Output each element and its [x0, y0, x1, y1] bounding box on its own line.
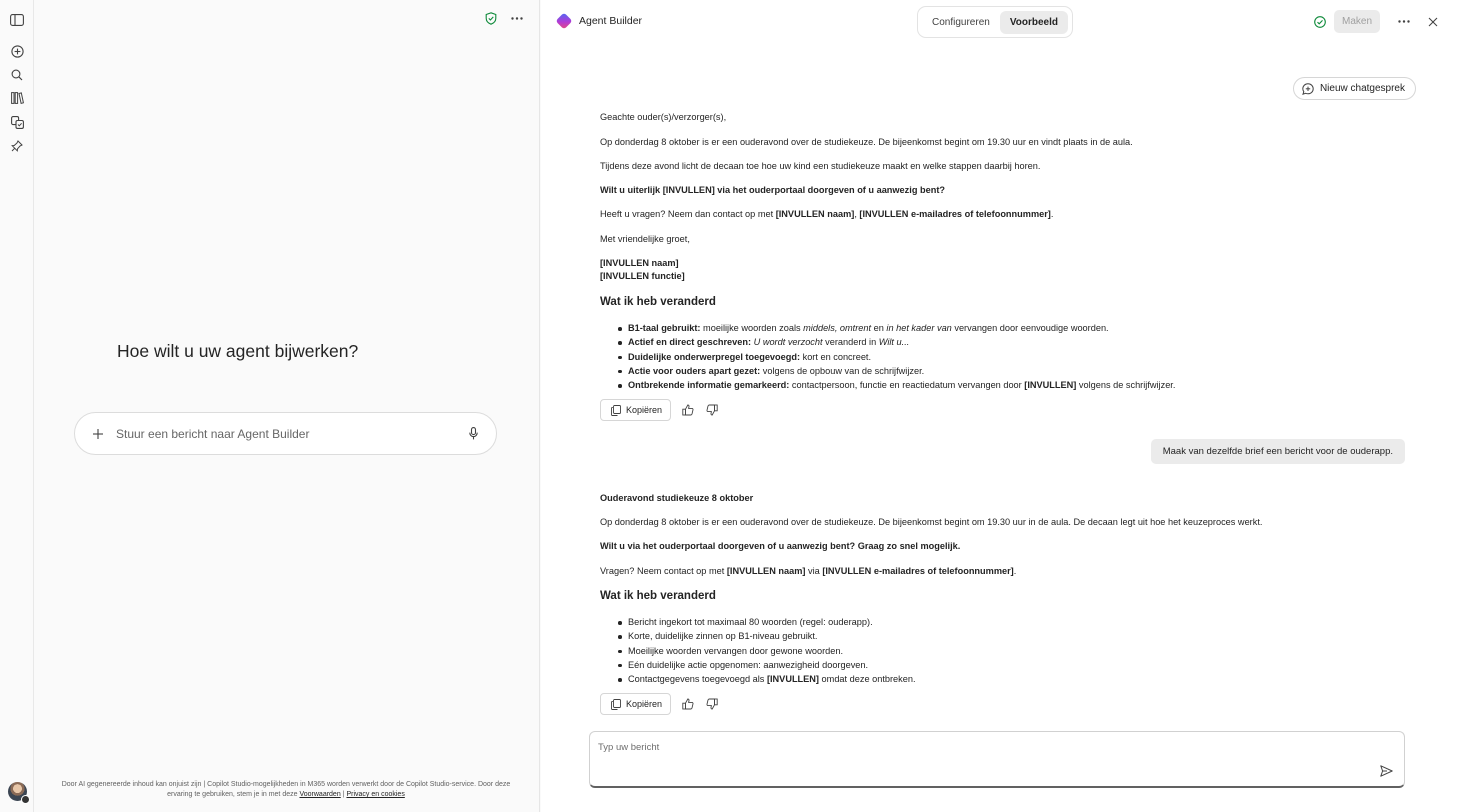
agent-builder-chat-pane	[34, 0, 540, 812]
app-message-action	[600, 541, 1360, 551]
mode-tabs	[917, 6, 1073, 38]
item-label: Actie voor ouders apart gezet:	[628, 365, 761, 376]
list-item: Moeilijke woorden vervangen door gewone woorden.	[600, 645, 1360, 659]
new-chat-label: Nieuw chatgesprek	[1319, 83, 1405, 94]
list-item	[600, 336, 1360, 350]
copy-icon	[611, 405, 621, 415]
text: veranderd in	[822, 337, 879, 348]
text: vervangen door eenvoudige woorden.	[951, 323, 1109, 333]
list-item	[600, 673, 1360, 687]
more-options-icon[interactable]	[509, 10, 525, 26]
left-rail	[0, 0, 34, 812]
disclaimer-text: Door AI gegenereerde inhoud kan onjuist zijn | Copilot Studio-mogelijkheden in M365 worden verwerkt door de Copilot Studio-service. Door deze ervaring te gebruiken, stem je in met deze	[61, 781, 511, 798]
preview-pane	[541, 0, 1461, 812]
list-item	[600, 365, 1360, 379]
text: via	[805, 566, 823, 576]
text: ,	[854, 209, 860, 219]
thumbs-down-icon[interactable]	[705, 697, 719, 711]
text: .	[1013, 566, 1017, 576]
link-separator: |	[342, 791, 345, 798]
app-message-contact	[600, 566, 1360, 576]
thumbs-up-icon[interactable]	[681, 403, 695, 417]
shield-check-icon[interactable]	[483, 10, 499, 26]
new-chat-icon[interactable]	[9, 43, 25, 59]
list-item	[600, 322, 1360, 336]
list-item: Eén duidelijke actie opgenomen: aanwezigheid doorgeven.	[600, 659, 1360, 673]
new-chat-button[interactable]	[1293, 77, 1416, 100]
send-icon[interactable]	[1378, 763, 1394, 779]
text: volgens de schrijfwijzer.	[1076, 380, 1176, 391]
title-text: Ouderavond studiekeuze 8 oktober	[600, 493, 754, 503]
letter-contact	[600, 209, 1360, 219]
item-label: Actief en direct geschreven:	[628, 337, 752, 348]
agent-builder-input[interactable]	[116, 427, 465, 441]
message-actions	[600, 693, 719, 715]
microphone-icon[interactable]	[465, 426, 481, 442]
message-input[interactable]	[598, 742, 1358, 762]
agent-builder-message-box	[74, 412, 497, 455]
thumbs-down-icon[interactable]	[705, 403, 719, 417]
text: moeilijke woorden zoals	[700, 323, 804, 333]
placeholder-name: [INVULLEN naam]	[775, 209, 855, 219]
text: .	[1050, 209, 1054, 219]
app-message-paragraph: Op donderdag 8 oktober is er een ouderavond over de studiekeuze. De bijeenkomst begint om 19.30 uur in de aula. De decaan legt uit hoe het keuzeproces werkt.	[600, 517, 1263, 527]
action-text: Wilt u uiterlijk [INVULLEN] via het ouderportaal doorgeven of u aanwezig bent?	[600, 185, 945, 195]
privacy-link[interactable]: Privacy en cookies	[346, 791, 405, 798]
changes-heading: Wat ik heb veranderd	[600, 296, 716, 308]
text: kort en concreet.	[800, 351, 872, 362]
app-title: Agent Builder	[579, 15, 643, 27]
app-message-title	[600, 493, 1360, 503]
text: contactpersoon, functie en reactiedatum vervangen door	[789, 380, 1025, 391]
avatar[interactable]	[8, 782, 27, 801]
text: en	[871, 323, 887, 333]
sidebar-toggle-icon[interactable]	[9, 12, 25, 28]
preview-composer	[589, 731, 1405, 788]
page-title: Hoe wilt u uw agent bijwerken?	[117, 341, 359, 361]
text: middels, omtrent	[803, 323, 872, 333]
letter-paragraph: Op donderdag 8 oktober is er een ouderavond over de studiekeuze. De bijeenkomst begint om 19.30 uur en vindt plaats in de aula.	[600, 137, 1133, 147]
letter-closing: Met vriendelijke groet,	[600, 234, 690, 244]
copy-label: Kopiëren	[626, 405, 663, 415]
letter-signature	[600, 271, 1360, 281]
signature-name: [INVULLEN naam]	[600, 258, 679, 268]
text: volgens de opbouw van de schrijfwijzer.	[760, 365, 925, 376]
copy-button[interactable]	[600, 399, 671, 421]
agent-builder-logo-icon	[556, 13, 573, 30]
list-item	[600, 379, 1360, 393]
text: U wordt verzocht	[753, 337, 823, 348]
status-badge	[21, 795, 30, 804]
copy-icon	[611, 699, 621, 709]
header-bar	[541, 0, 1461, 44]
search-icon[interactable]	[9, 67, 25, 83]
placeholder-contact: [INVULLEN e-mailadres of telefoonnummer]	[859, 209, 1051, 219]
tab-configure[interactable]: Configureren	[932, 16, 990, 28]
tab-preview[interactable]: Voorbeeld	[1000, 11, 1068, 34]
letter-action	[600, 185, 1360, 195]
add-attachment-icon[interactable]	[90, 426, 106, 442]
placeholder: [INVULLEN]	[1024, 380, 1077, 391]
action-text: Wilt u via het ouderportaal doorgeven of u aanwezig bent? Graag zo snel mogelijk.	[600, 541, 961, 551]
item-label: Duidelijke onderwerpregel toegevoegd:	[628, 351, 801, 362]
letter-paragraph: Tijdens deze avond licht de decaan toe hoe uw kind een studiekeuze maakt en welke stappen daarbij horen.	[600, 161, 1041, 171]
thumbs-up-icon[interactable]	[681, 697, 695, 711]
placeholder: [INVULLEN]	[766, 674, 819, 685]
ai-disclaimer	[58, 780, 514, 800]
saved-check-icon[interactable]	[1312, 14, 1328, 30]
text: Vragen? Neem contact op met	[600, 566, 727, 576]
terms-link[interactable]: Voorwaarden	[299, 791, 341, 798]
copy-label: Kopiëren	[626, 699, 663, 709]
changes-list	[600, 616, 1360, 687]
text: Heeft u vragen? Neem dan contact op met	[600, 209, 776, 219]
user-message: Maak van dezelfde brief een bericht voor de ouderapp.	[1151, 439, 1405, 464]
text: in het kader van	[886, 323, 952, 333]
placeholder-contact: [INVULLEN e-mailadres of telefoonnummer]	[822, 566, 1014, 576]
brand	[558, 15, 642, 27]
agents-icon[interactable]	[9, 114, 25, 130]
text: Wilt u...	[878, 337, 910, 348]
make-button[interactable]: Maken	[1334, 10, 1380, 33]
text: omdat deze ontbreken.	[819, 674, 916, 685]
text: Contactgegevens toegevoegd als	[628, 674, 767, 685]
copy-button[interactable]	[600, 693, 671, 715]
pin-icon[interactable]	[9, 138, 25, 154]
library-icon[interactable]	[9, 90, 25, 106]
list-item	[600, 351, 1360, 365]
list-item: Korte, duidelijke zinnen op B1-niveau gebruikt.	[600, 630, 1360, 644]
signature-function: [INVULLEN functie]	[600, 271, 685, 281]
placeholder-name: [INVULLEN naam]	[726, 566, 806, 576]
list-item: Bericht ingekort tot maximaal 80 woorden (regel: ouderapp).	[600, 616, 1360, 630]
changes-heading: Wat ik heb veranderd	[600, 590, 716, 602]
message-actions	[600, 399, 719, 421]
item-label: B1-taal gebruikt:	[628, 323, 701, 333]
changes-list	[600, 322, 1360, 393]
letter-signature	[600, 258, 1360, 268]
letter-greeting: Geachte ouder(s)/verzorger(s),	[600, 112, 727, 122]
item-label: Ontbrekende informatie gemarkeerd:	[628, 380, 790, 391]
more-options-icon[interactable]	[1396, 14, 1412, 30]
close-icon[interactable]	[1425, 14, 1441, 30]
new-chat-icon	[1302, 83, 1314, 95]
